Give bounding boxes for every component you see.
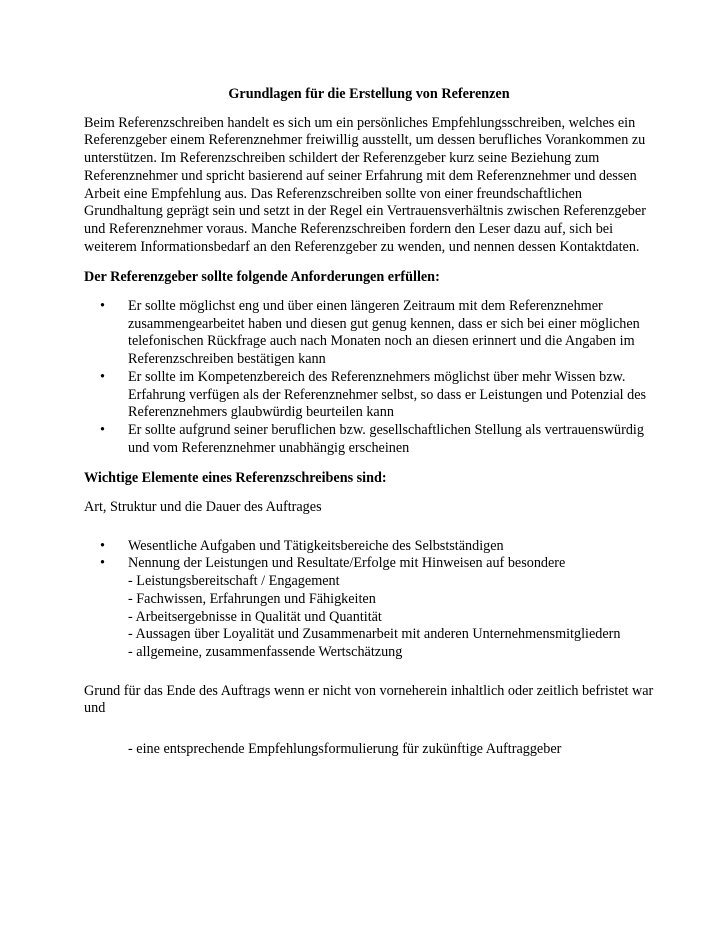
sub-item: - Fachwissen, Erfahrungen und Fähigkeiten — [128, 590, 376, 607]
list-item-text: Nennung der Leistungen und Resultate/Erfolge mit Hinweisen auf besondere — [128, 555, 566, 572]
bullet-icon: • — [100, 421, 105, 438]
document-page — [84, 86, 654, 759]
bullet-icon: • — [100, 555, 105, 572]
list-item-text: Er sollte im Kompetenzbereich des Referenznehmers möglichst über mehr Wissen bzw. Erfahrung verfügen als der Referenznehmer selbst, so dass er Leistungen und Potenzial des Referenznehmers glaubwürdig beurteilen kann — [128, 368, 647, 421]
sub-item: - allgemeine, zusammenfassende Wertschätzung — [128, 643, 403, 660]
list-item-text: Er sollte aufgrund seiner beruflichen bzw. gesellschaftlichen Stellung als vertrauenswürdig und vom Referenznehmer unabhängig erscheinen — [128, 421, 644, 456]
elements-intro-text: Art, Struktur und die Dauer des Auftrages — [84, 499, 322, 516]
elements-heading: Wichtige Elemente eines Referenzschreibens sind: — [84, 470, 387, 487]
list-item — [84, 422, 654, 457]
bullet-icon: • — [100, 368, 105, 385]
bullet-icon: • — [100, 298, 105, 315]
requirements-list — [84, 298, 654, 457]
requirements-heading: Der Referenzgeber sollte folgende Anforderungen erfüllen: — [84, 269, 440, 286]
list-item — [84, 298, 654, 369]
elements-list — [84, 538, 654, 662]
list-item — [84, 538, 654, 556]
closing-item: - eine entsprechende Empfehlungsformulierung für zukünftige Auftraggeber — [128, 741, 562, 758]
list-item — [84, 369, 654, 422]
end-reason-paragraph: Grund für das Ende des Auftrags wenn er nicht von vorneherein inhaltlich oder zeitlich befristet war und — [84, 682, 654, 717]
list-item-text: Wesentliche Aufgaben und Tätigkeitsbereiche des Selbstständigen — [128, 537, 504, 554]
list-item-text: Er sollte möglichst eng und über einen längeren Zeitraum mit dem Referenznehmer zusammengearbeitet haben und diesen gut genug kennen, dass er sich bei einer möglichen telefonischen Rückfrage auch nach Monaten noch an diesen erinnert und die Angaben im Referenzschreiben bestätigen kann — [128, 298, 640, 368]
sub-item: - Arbeitsergebnisse in Qualität und Quantität — [128, 608, 382, 625]
document-title: Grundlagen für die Erstellung von Referenzen — [228, 86, 510, 102]
sub-item: - Aussagen über Loyalität und Zusammenarbeit mit anderen Unternehmensmitgliedern — [128, 626, 621, 643]
bullet-icon: • — [100, 537, 105, 554]
sub-item: - Leistungsbereitschaft / Engagement — [128, 573, 340, 590]
intro-paragraph: Beim Referenzschreiben handelt es sich um ein persönliches Empfehlungsschreiben, welches ein Referenzgeber einem Referenznehmer freiwillig ausstellt, um dessen berufliches Vorankommen zu unterstützen. Im Referenzschreiben schildert der Referenzgeber kurz seine Beziehung zum Referenznehmer und spricht basierend auf seiner Erfahrung mit dem Referenznehmer und dessen Arbeit eine Empfehlung aus. Das Referenzschreiben sollte von einer freundschaftlichen Grundhaltung geprägt sein und setzt in der Regel ein Vertrauensverhältnis zwischen Referenzgeber und Referenznehmer voraus. Manche Referenzschreiben fordern den Leser dazu auf, sich bei weiterem Informationsbedarf an den Referenzgeber zu wenden, und nennen dessen Kontaktdaten. — [84, 114, 646, 255]
list-item — [84, 555, 654, 661]
